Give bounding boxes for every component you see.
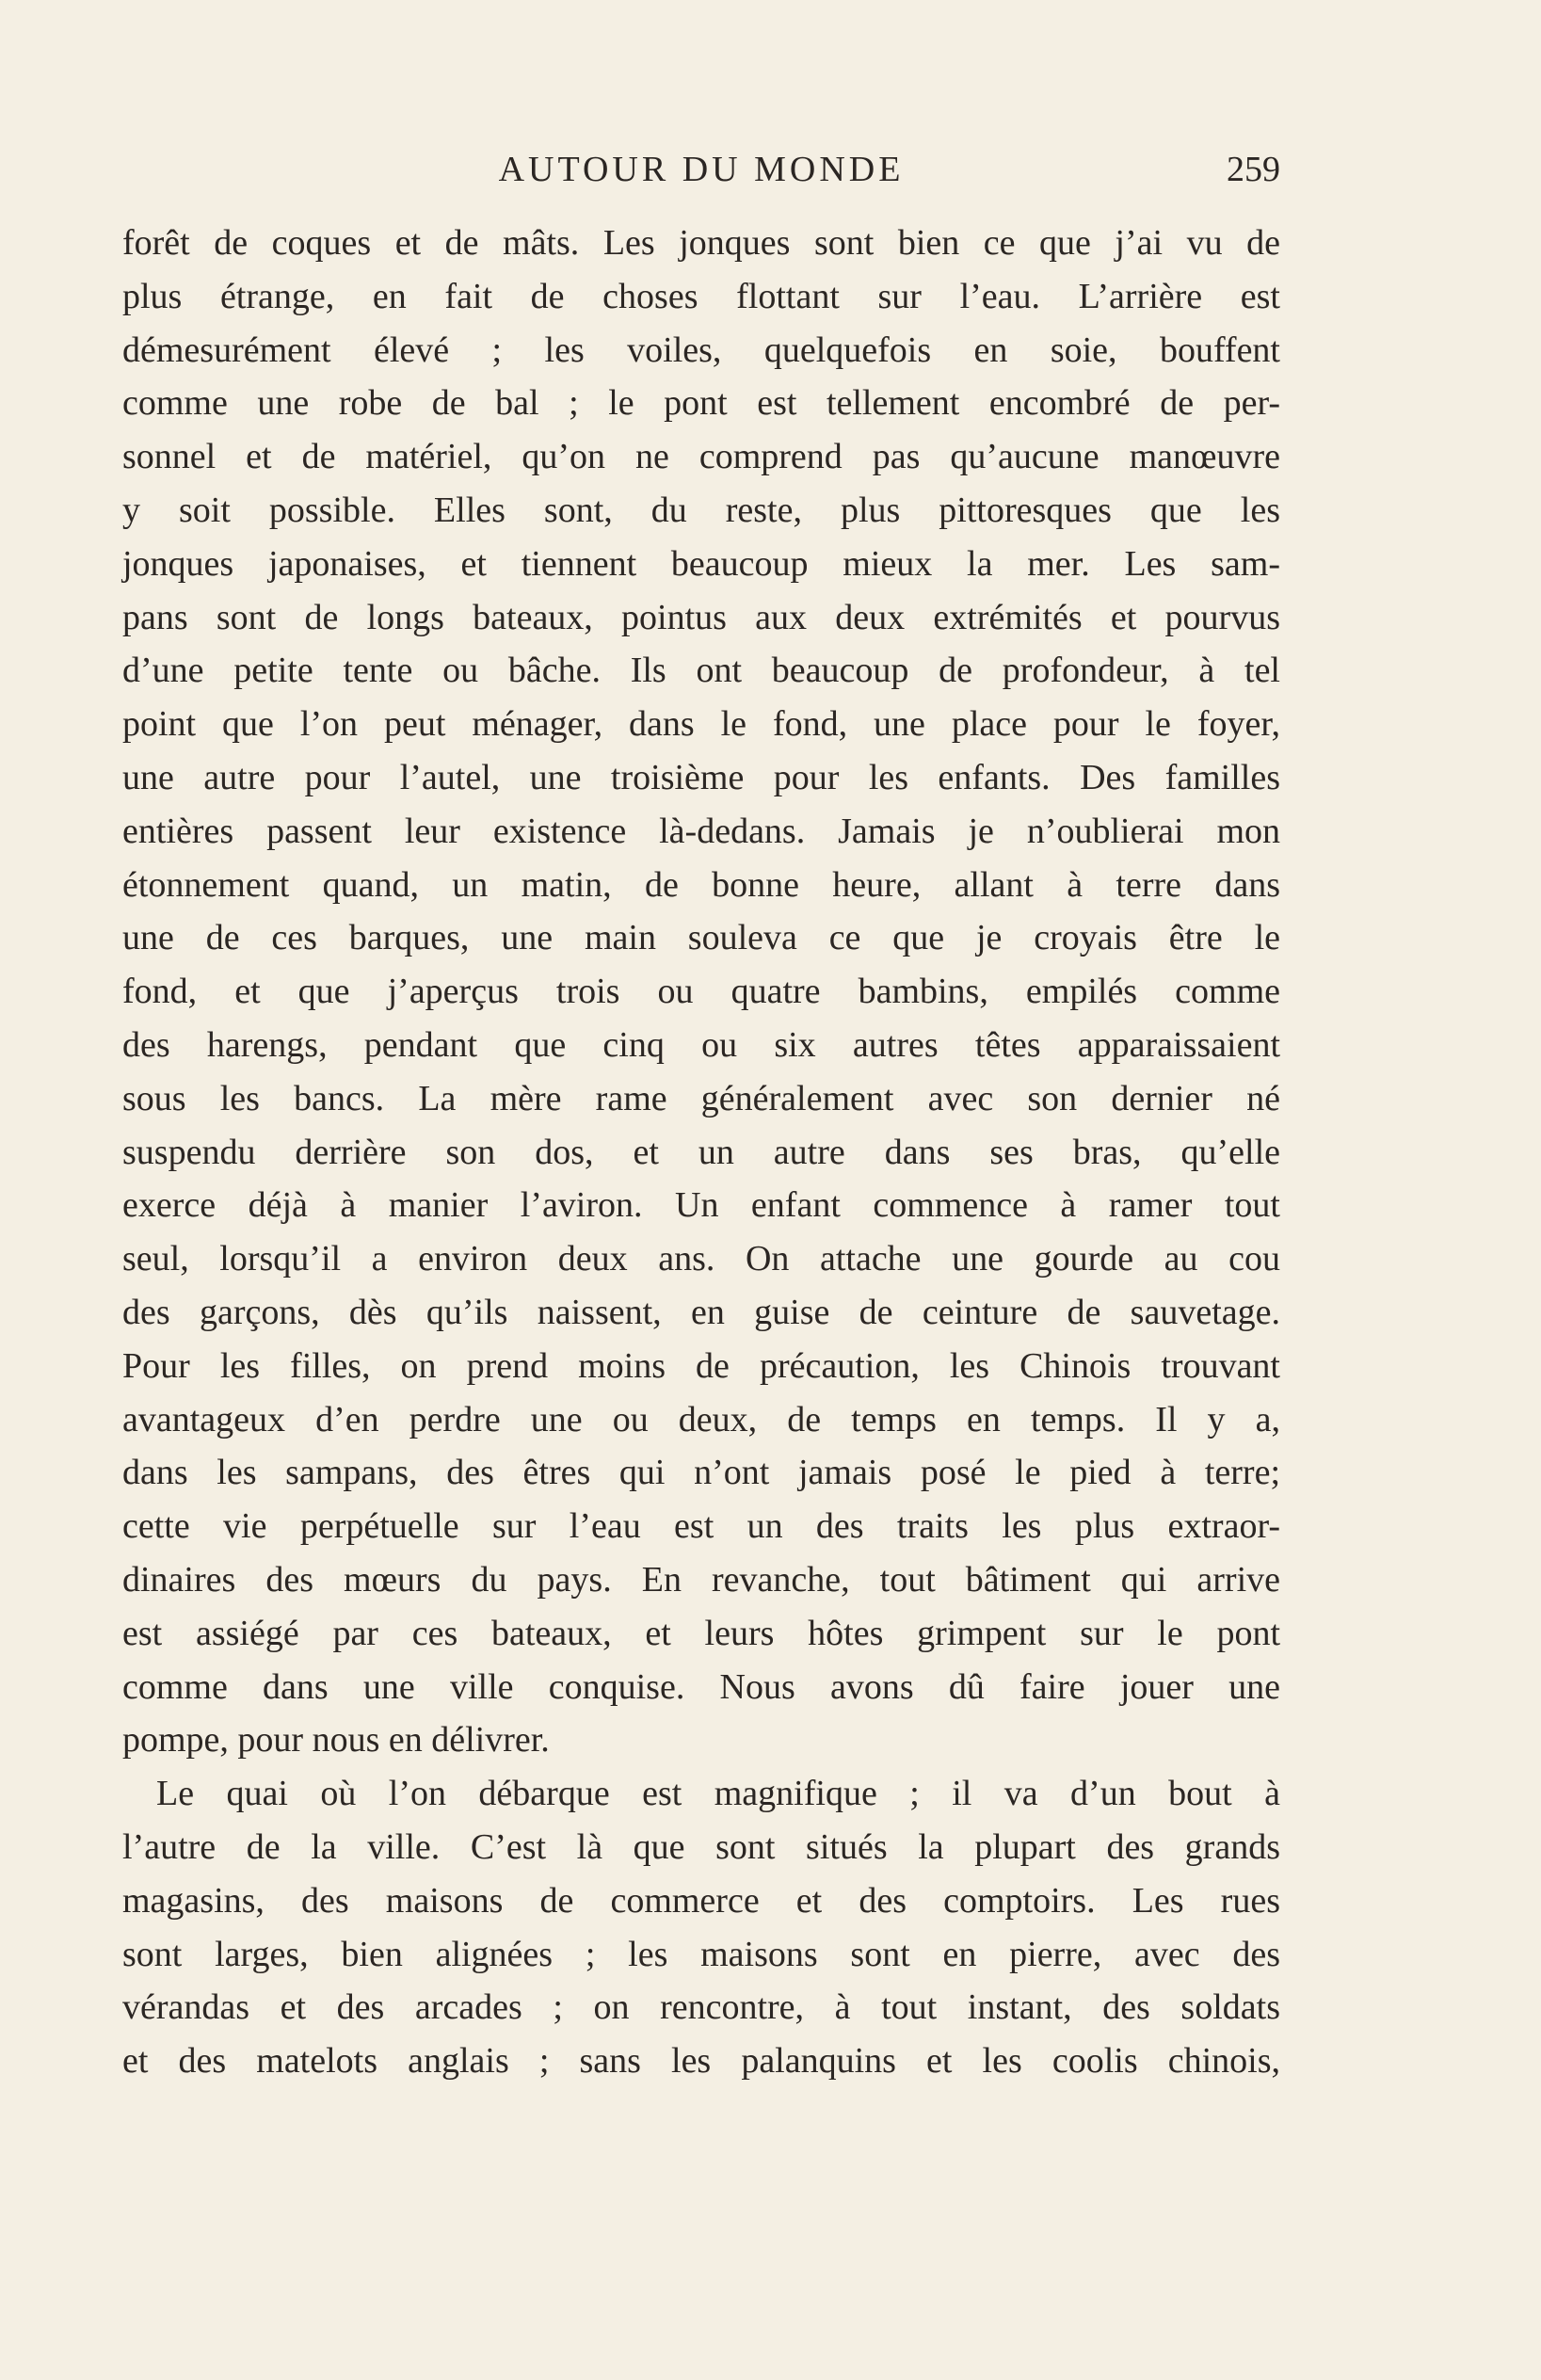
text-line: d’une petite tente ou bâche. Ils ont beaucoup de profondeur, à tel [122,651,1280,691]
text-line: sonnel et de matériel, qu’on ne comprend pas qu’aucune manœuvre [122,437,1280,477]
text-line: jonques japonaises, et tiennent beaucoup mieux la mer. Les sam- [122,543,1280,584]
text-line: comme une robe de bal ; le pont est tellement encombré de per- [122,383,1280,424]
text-line: point que l’on peut ménager, dans le fond, une place pour le foyer, [122,704,1280,745]
text-line: cette vie perpétuelle sur l’eau est un des traits les plus extraor- [122,1506,1280,1547]
text-line: seul, lorsqu’il a environ deux ans. On attache une gourde au cou [122,1239,1280,1279]
body-text [122,217,1280,2088]
text-line: avantageux d’en perdre une ou deux, de temps en temps. Il y a, [122,1399,1280,1439]
text-line: est assiégé par ces bateaux, et leurs hôtes grimpent sur le pont [122,1613,1280,1653]
text-line: fond, et que j’aperçus trois ou quatre bambins, empilés comme [122,972,1280,1012]
text-line: l’autre de la ville. C’est là que sont situés la plupart des grands [122,1826,1280,1867]
text-line: comme dans une ville conquise. Nous avons dû faire jouer une [122,1666,1280,1707]
text-line: étonnement quand, un matin, de bonne heure, allant à terre dans [122,864,1280,905]
running-head [122,141,1280,198]
text-line: une de ces barques, une main souleva ce que je croyais être le [122,918,1280,958]
text-line: des harengs, pendant que cinq ou six autres têtes apparaissaient [122,1024,1280,1065]
page-number: 259 [1227,150,1280,189]
text-line: et des matelots anglais ; sans les palanquins et les coolis chinois, [122,2041,1280,2082]
text-line: suspendu derrière son dos, et un autre dans ses bras, qu’elle [122,1132,1280,1172]
text-line: vérandas et des arcades ; on rencontre, à tout instant, des soldats [122,1987,1280,2028]
text-line: forêt de coques et de mâts. Les jonques sont bien ce que j’ai vu de [122,223,1280,263]
text-line: plus étrange, en fait de choses flottant sur l’eau. L’arrière est [122,276,1280,316]
paragraph-end-line: pompe, pour nous en délivrer. [122,1720,550,1761]
text-line: Pour les filles, on prend moins de précaution, les Chinois trouvant [122,1345,1280,1386]
text-line: entières passent leur existence là-dedans. Jamais je n’oublierai mon [122,811,1280,851]
running-title: AUTOUR DU MONDE [498,150,905,189]
text-line: démesurément élevé ; les voiles, quelquefois en soie, bouffent [122,330,1280,370]
paragraph-start-line: Le quai où l’on débarque est magnifique ; il va d’un bout à [156,1774,1280,1814]
text-line: y soit possible. Elles sont, du reste, plus pittoresques que les [122,490,1280,530]
text-line: pans sont de longs bateaux, pointus aux deux extrémités et pourvus [122,597,1280,637]
text-line: dans les sampans, des êtres qui n’ont jamais posé le pied à terre; [122,1453,1280,1493]
text-line: sont larges, bien alignées ; les maisons sont en pierre, avec des [122,1934,1280,1974]
text-line: dinaires des mœurs du pays. En revanche, tout bâtiment qui arrive [122,1559,1280,1600]
text-line: une autre pour l’autel, une troisième pour les enfants. Des familles [122,757,1280,797]
text-line: des garçons, dès qu’ils naissent, en guise de ceinture de sauvetage. [122,1292,1280,1332]
text-line: exerce déjà à manier l’aviron. Un enfant commence à ramer tout [122,1185,1280,1226]
text-line: sous les bancs. La mère rame généralement avec son dernier né [122,1078,1280,1118]
text-line: magasins, des maisons de commerce et des comptoirs. Les rues [122,1880,1280,1921]
